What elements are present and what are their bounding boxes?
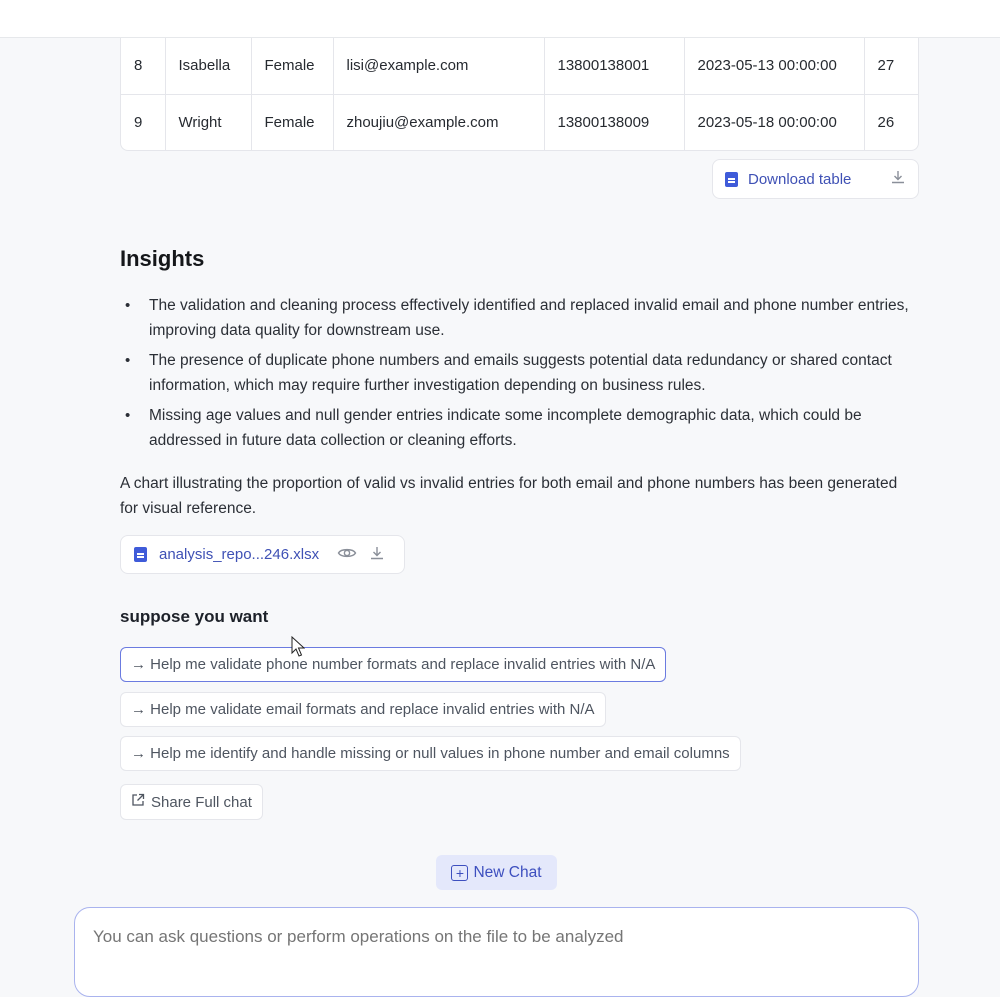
result-table — [120, 38, 919, 151]
table-cell: 9 — [121, 94, 165, 150]
document-icon — [725, 172, 738, 187]
file-name-link[interactable]: analysis_repo...246.xlsx — [159, 546, 320, 563]
table-cell: Isabella — [165, 38, 251, 94]
download-table-button[interactable] — [712, 159, 919, 199]
table-row — [121, 94, 918, 150]
share-full-chat-button[interactable] — [120, 784, 263, 820]
file-attachment[interactable] — [120, 535, 405, 574]
chat-input[interactable] — [74, 907, 919, 997]
table-cell: 13800138009 — [544, 94, 684, 150]
table-cell: 13800138001 — [544, 38, 684, 94]
chart-note: A chart illustrating the proportion of valid vs invalid entries for both email and phone numbers has been generated for visual reference. — [120, 475, 898, 517]
table-cell: zhoujiu@example.com — [333, 94, 544, 150]
insights-heading: Insights — [120, 246, 205, 271]
table-cell: 2023-05-13 00:00:00 — [684, 38, 864, 94]
suggestion-button[interactable]: → Help me identify and handle missing or null values in phone number and email columns — [120, 736, 741, 771]
suggestion-button[interactable]: → Help me validate email formats and replace invalid entries with N/A — [120, 692, 606, 727]
list-item: • The presence of duplicate phone numbers and emails suggests potential data redundancy or shared contact information, which may require further investigation depending on business rules. — [120, 348, 930, 398]
table-cell: Wright — [165, 94, 251, 150]
table-cell: lisi@example.com — [333, 38, 544, 94]
table-cell: 26 — [877, 113, 895, 131]
chat-content — [48, 38, 1000, 979]
mouse-cursor-icon — [291, 636, 305, 658]
insights-list — [120, 293, 930, 458]
eye-icon[interactable] — [337, 545, 357, 565]
download-icon[interactable] — [369, 545, 385, 565]
list-item: • Missing age values and null gender entries indicate some incomplete demographic data, which could be addressed in future data collection or cleaning efforts. — [120, 403, 930, 453]
table-cell: 8 — [121, 38, 165, 94]
table-cell: 2023-05-18 00:00:00 — [684, 94, 864, 150]
share-icon — [131, 793, 145, 811]
new-chat-button[interactable] — [436, 855, 557, 890]
table-row — [121, 38, 918, 94]
download-table-label: Download table — [748, 170, 852, 188]
top-bar — [0, 0, 1000, 38]
plus-icon: + — [451, 865, 468, 881]
new-chat-label: New Chat — [473, 863, 542, 881]
download-icon — [890, 169, 906, 189]
suggestions-heading: suppose you want — [120, 607, 269, 626]
list-item: • The validation and cleaning process effectively identified and replaced invalid email and phone number entries, improving data quality for downstream use. — [120, 293, 930, 343]
table-cell: Female — [251, 94, 333, 150]
share-label: Share Full chat — [151, 793, 252, 811]
table-cell: Female — [251, 38, 333, 94]
document-icon — [134, 547, 147, 562]
table-cell: 27 — [864, 38, 918, 94]
suggestion-button[interactable]: → Help me validate phone number formats and replace invalid entries with N/A — [120, 647, 666, 682]
